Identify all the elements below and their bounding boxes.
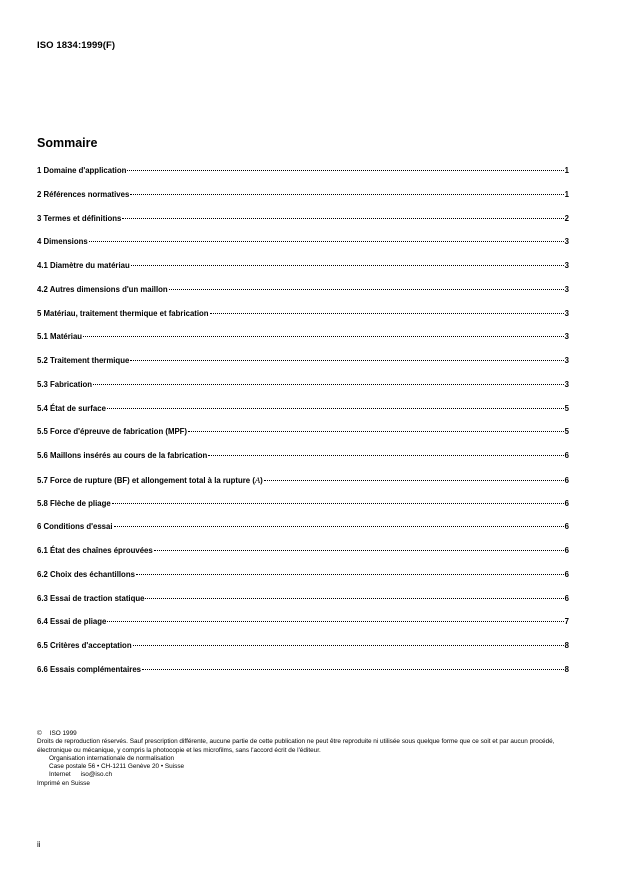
toc-entry-page: 7 bbox=[564, 617, 569, 627]
toc-entry[interactable] bbox=[37, 451, 569, 475]
document-identifier: ISO 1834:1999(F) bbox=[37, 40, 116, 51]
toc-entry-label bbox=[37, 570, 135, 579]
toc-entry-label bbox=[37, 427, 187, 436]
toc-entry-text: 6.3 Essai de traction statique bbox=[37, 593, 145, 603]
toc-entry-page: 3 bbox=[564, 356, 569, 365]
toc-entry[interactable] bbox=[37, 237, 569, 261]
dot-leader bbox=[122, 218, 563, 219]
toc-entry[interactable] bbox=[37, 617, 569, 641]
toc-entry-text: 2 Références normatives bbox=[37, 189, 130, 199]
toc-entry-label bbox=[37, 356, 129, 365]
dot-leader bbox=[208, 455, 563, 456]
toc-entry-label bbox=[37, 451, 207, 460]
toc-entry-page: 3 bbox=[564, 332, 569, 342]
toc-entry-page: 6 bbox=[564, 522, 569, 532]
toc-entry[interactable] bbox=[37, 190, 569, 214]
dot-leader bbox=[130, 360, 563, 361]
toc-entry-page: 8 bbox=[564, 641, 569, 650]
toc-entry-label bbox=[37, 617, 106, 626]
dot-leader bbox=[127, 170, 563, 171]
dot-leader bbox=[169, 289, 564, 290]
toc-entry-label bbox=[37, 499, 111, 508]
toc-entry-label bbox=[37, 665, 141, 674]
toc-entry-text: 3 Termes et définitions bbox=[37, 213, 122, 223]
toc-entry-page: 3 bbox=[564, 379, 569, 389]
toc-entry-text: 6.4 Essai de pliage bbox=[37, 617, 107, 627]
rights-statement: Droits de reproduction réservés. Sauf prescription différente, aucune partie de cette publication ne peut être reproduite ni utilisée sous quelque forme que ce soit et par aucun procédé, électronique ou mécanique, y compris la photocopie et les microfilms, sans l'accord écrit de l'éditeur. bbox=[37, 738, 555, 754]
toc-entry-text: 1 Domaine d'application bbox=[37, 166, 127, 175]
dot-leader bbox=[107, 621, 563, 622]
toc-entry-label bbox=[37, 522, 113, 531]
internet-address: iso@iso.ch bbox=[80, 771, 113, 779]
organization-address: Case postale 56 • CH-1211 Genève 20 • Suisse bbox=[49, 763, 185, 771]
toc-entry[interactable] bbox=[37, 404, 569, 428]
table-of-contents bbox=[37, 166, 569, 689]
toc-entry-page: 6 bbox=[564, 498, 569, 508]
toc-entry[interactable] bbox=[37, 380, 569, 404]
toc-entry-label bbox=[37, 332, 82, 341]
copyright-line bbox=[37, 730, 577, 738]
dot-leader bbox=[133, 645, 564, 646]
toc-entry-text: 4.1 Diamètre du matériau bbox=[37, 261, 130, 270]
toc-entry-page: 3 bbox=[564, 308, 569, 318]
toc-entry-text: 6.6 Essais complémentaires bbox=[37, 664, 142, 674]
toc-entry-label bbox=[37, 380, 92, 389]
dot-leader bbox=[107, 408, 564, 409]
toc-entry-label bbox=[37, 190, 129, 199]
toc-title: Sommaire bbox=[37, 136, 98, 150]
toc-entry[interactable] bbox=[37, 546, 569, 570]
toc-entry-label bbox=[37, 261, 130, 270]
toc-entry-text: 5.6 Maillons insérés au cours de la fabrication bbox=[37, 451, 208, 460]
internet-label: Internet bbox=[49, 771, 71, 779]
dot-leader bbox=[89, 241, 564, 242]
toc-entry-text: 4 Dimensions bbox=[37, 237, 88, 247]
toc-entry-page: 3 bbox=[564, 261, 569, 270]
printed-in: Imprimé en Suisse bbox=[37, 779, 90, 787]
toc-entry-page: 6 bbox=[564, 475, 569, 485]
toc-entry-text: 5.2 Traitement thermique bbox=[37, 356, 130, 365]
toc-entry[interactable] bbox=[37, 475, 569, 499]
toc-entry-label bbox=[37, 641, 132, 650]
dot-leader bbox=[131, 265, 564, 266]
toc-entry-text: 5.4 État de surface bbox=[37, 403, 106, 413]
toc-entry-page: 3 bbox=[564, 284, 569, 294]
toc-entry-page: 1 bbox=[564, 166, 569, 175]
toc-entry[interactable] bbox=[37, 166, 569, 190]
toc-entry-text: 5.8 Flèche de pliage bbox=[37, 498, 111, 508]
toc-entry-page: 6 bbox=[564, 593, 569, 603]
dot-leader bbox=[93, 384, 564, 385]
copyright-text: ISO 1999 bbox=[49, 730, 77, 737]
toc-entry-page: 3 bbox=[564, 237, 569, 247]
toc-entry-label bbox=[37, 404, 106, 413]
dot-leader bbox=[264, 480, 564, 481]
toc-entry-label bbox=[37, 237, 88, 246]
toc-entry-label bbox=[37, 309, 209, 318]
toc-entry[interactable] bbox=[37, 570, 569, 594]
toc-entry-label bbox=[37, 546, 153, 555]
toc-entry[interactable] bbox=[37, 594, 569, 618]
dot-leader bbox=[210, 313, 564, 314]
toc-entry[interactable] bbox=[37, 214, 569, 238]
dot-leader bbox=[112, 503, 564, 504]
copyright-notice bbox=[37, 730, 577, 788]
dot-leader bbox=[145, 598, 563, 599]
internet-line bbox=[37, 771, 577, 779]
toc-entry-page: 6 bbox=[564, 569, 569, 579]
toc-entry-label bbox=[37, 475, 263, 485]
toc-entry-label bbox=[37, 214, 121, 223]
toc-entry-page: 5 bbox=[564, 427, 569, 437]
page-number: ii bbox=[37, 840, 41, 849]
dot-leader bbox=[114, 526, 564, 527]
toc-entry-text: 6.5 Critères d'acceptation bbox=[37, 641, 132, 650]
toc-entry[interactable] bbox=[37, 427, 569, 451]
toc-entry-label bbox=[37, 166, 126, 175]
toc-entry-page: 1 bbox=[564, 189, 569, 199]
toc-entry-label bbox=[37, 285, 168, 294]
toc-entry[interactable] bbox=[37, 356, 569, 380]
toc-entry[interactable] bbox=[37, 332, 569, 356]
toc-entry-text: 4.2 Autres dimensions d'un maillon bbox=[37, 284, 168, 294]
toc-entry[interactable] bbox=[37, 641, 569, 665]
toc-entry[interactable] bbox=[37, 309, 569, 333]
toc-entry-page: 2 bbox=[564, 213, 569, 223]
dot-leader bbox=[136, 574, 564, 575]
toc-entry[interactable] bbox=[37, 522, 569, 546]
toc-entry-page: 8 bbox=[564, 664, 569, 674]
dot-leader bbox=[130, 194, 563, 195]
dot-leader bbox=[83, 336, 564, 337]
toc-entry-text: 6.2 Choix des échantillons bbox=[37, 569, 135, 579]
toc-entry-text: 6 Conditions d'essai bbox=[37, 522, 113, 532]
copyright-symbol: © bbox=[37, 730, 42, 737]
toc-entry[interactable] bbox=[37, 665, 569, 689]
toc-entry-label bbox=[37, 594, 144, 603]
toc-entry-suffix: ) bbox=[260, 475, 263, 485]
toc-entry-text: 5 Matériau, traitement thermique et fabrication bbox=[37, 308, 209, 318]
dot-leader bbox=[142, 669, 564, 670]
toc-entry-page: 6 bbox=[564, 451, 569, 460]
organization-name: Organisation internationale de normalisation bbox=[49, 754, 175, 762]
toc-entry-text: 5.7 Force de rupture (BF) et allongement total à la rupture ( bbox=[37, 475, 255, 485]
toc-entry-text: 5.5 Force d'épreuve de fabrication (MPF) bbox=[37, 427, 188, 437]
dot-leader bbox=[188, 431, 564, 432]
toc-entry-symbol: A bbox=[254, 474, 261, 485]
toc-entry[interactable] bbox=[37, 499, 569, 523]
toc-entry-text: 6.1 État des chaînes éprouvées bbox=[37, 546, 153, 555]
toc-entry-text: 5.1 Matériau bbox=[37, 332, 83, 342]
toc-entry[interactable] bbox=[37, 285, 569, 309]
toc-entry-text: 5.3 Fabrication bbox=[37, 379, 93, 389]
toc-entry[interactable] bbox=[37, 261, 569, 285]
toc-entry-page: 6 bbox=[564, 546, 569, 555]
dot-leader bbox=[154, 550, 564, 551]
toc-entry-page: 5 bbox=[564, 403, 569, 413]
